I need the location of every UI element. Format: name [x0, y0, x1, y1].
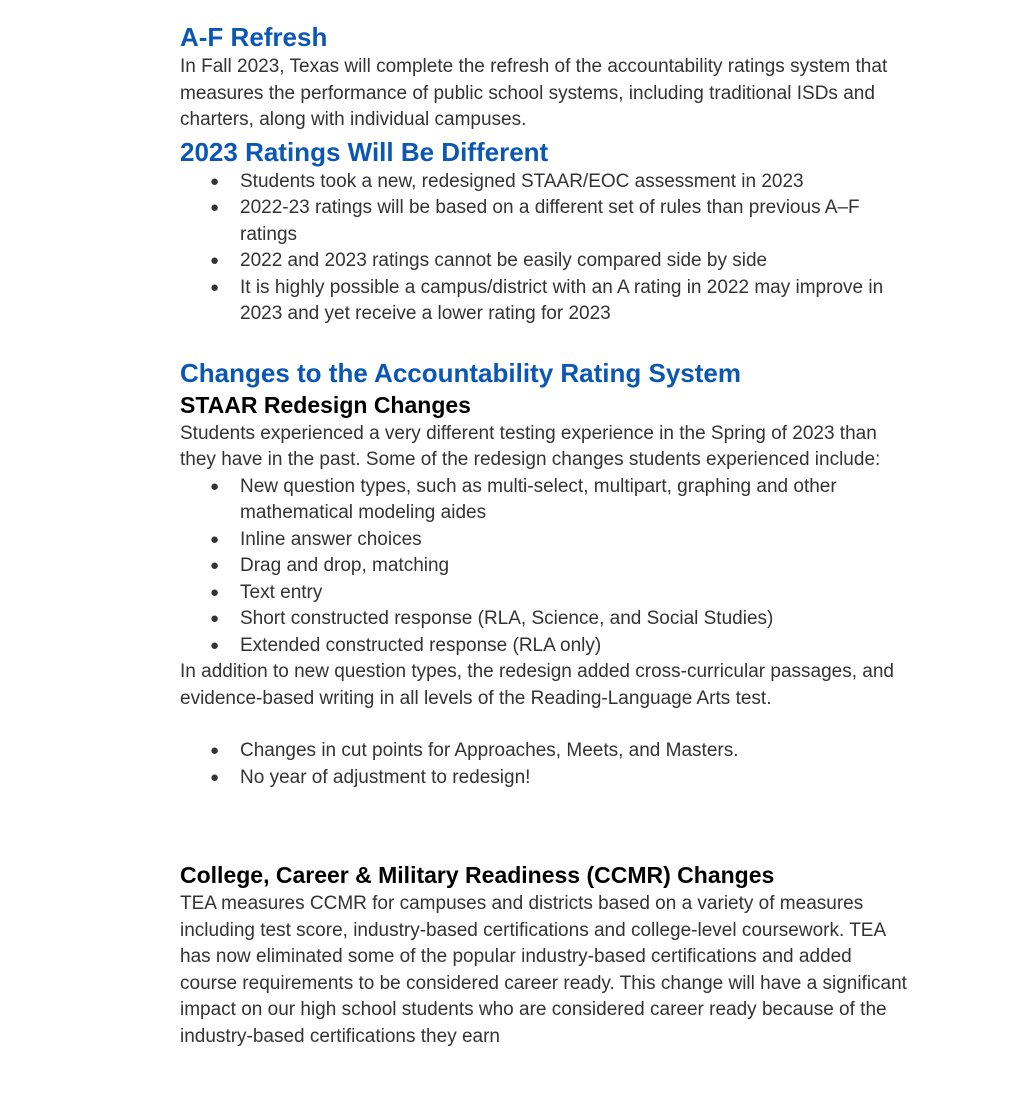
list-item-text: Drag and drop, matching: [240, 555, 450, 576]
heading-staar-redesign: STAAR Redesign Changes: [180, 391, 471, 418]
heading-ccmr-changes: College, Career & Military Readiness (CCMR) Changes: [180, 862, 775, 888]
bullet-icon: ●: [210, 477, 220, 495]
list-item: [180, 633, 910, 660]
list-item: [180, 527, 910, 554]
bullet-icon: ●: [210, 583, 220, 601]
af-refresh-paragraph: In Fall 2023, Texas will complete the refresh of the accountability ratings system that measures the performance of public school systems, including traditional ISDs and charters, along with individual campuses.: [180, 56, 888, 130]
list-item: [180, 765, 910, 792]
bullet-icon: ●: [210, 172, 220, 190]
heading-2023-ratings: 2023 Ratings Will Be Different: [180, 136, 549, 167]
document-body: [180, 20, 910, 1050]
heading-af-refresh: A-F Refresh: [180, 22, 328, 52]
bullet-icon: ●: [210, 610, 220, 627]
list-item-text: Students took a new, redesigned STAAR/EOC assessment in 2023: [240, 170, 804, 192]
list-item: [180, 580, 910, 607]
list-item: [180, 606, 910, 633]
bullet-icon: ●: [210, 557, 220, 574]
list-item: [180, 474, 910, 527]
bullet-icon: ●: [210, 742, 220, 759]
bullet-icon: ●: [210, 278, 220, 296]
list-item-text: Extended constructed response (RLA only): [240, 634, 602, 656]
list-item-text: Inline answer choices: [240, 528, 422, 550]
list-item-text: Changes in cut points for Approaches, Meets, and Masters.: [240, 740, 739, 761]
list-item: [180, 738, 910, 765]
list-item-text: 2022 and 2023 ratings cannot be easily compared side by side: [240, 250, 768, 271]
list-item-text: 2022-23 ratings will be based on a different set of rules than previous A–F ratings: [240, 197, 860, 245]
list-item: [180, 553, 910, 580]
ccmr-paragraph: TEA measures CCMR for campuses and districts based on a variety of measures including test score, industry-based certifications and college-level coursework. TEA has now eliminated some of the popular industry-based certifications and added course requirements to be considered career ready. This change will have a significant impact on our high school students who are considered career ready because of the industry-based certifications they earn: [180, 893, 907, 1047]
list-item-text: New question types, such as multi-select, multipart, graphing and other mathematical modeling aides: [240, 475, 837, 523]
bullet-icon: ●: [210, 768, 220, 786]
staar-cut-points-list: [180, 738, 910, 791]
staar-changes-list: [180, 474, 910, 660]
list-item: [180, 275, 910, 328]
bullet-icon: ●: [210, 530, 220, 548]
list-item-text: Short constructed response (RLA, Science, and Social Studies): [240, 608, 774, 629]
list-item-text: Text entry: [240, 581, 323, 603]
bullet-icon: ●: [210, 636, 220, 654]
list-item: [180, 195, 910, 248]
spacer: [180, 712, 910, 738]
heading-changes-accountability: Changes to the Accountability Rating System: [180, 357, 742, 388]
list-item-text: No year of adjustment to redesign!: [240, 766, 531, 788]
staar-followup-paragraph: In addition to new question types, the redesign added cross-curricular passages, and evidence-based writing in all levels of the Reading-Language Arts test.: [180, 661, 894, 709]
list-item: [180, 248, 910, 275]
ratings-2023-list: [180, 169, 910, 328]
bullet-icon: ●: [210, 252, 220, 269]
list-item: [180, 169, 910, 196]
spacer: [180, 791, 910, 860]
bullet-icon: ●: [210, 199, 220, 216]
staar-intro-paragraph: Students experienced a very different testing experience in the Spring of 2023 than they have in the past. Some of the redesign changes students experienced include:: [180, 422, 881, 470]
list-item-text: It is highly possible a campus/district with an A rating in 2022 may improve in 2023 and yet receive a lower rating for 2023: [240, 276, 884, 324]
